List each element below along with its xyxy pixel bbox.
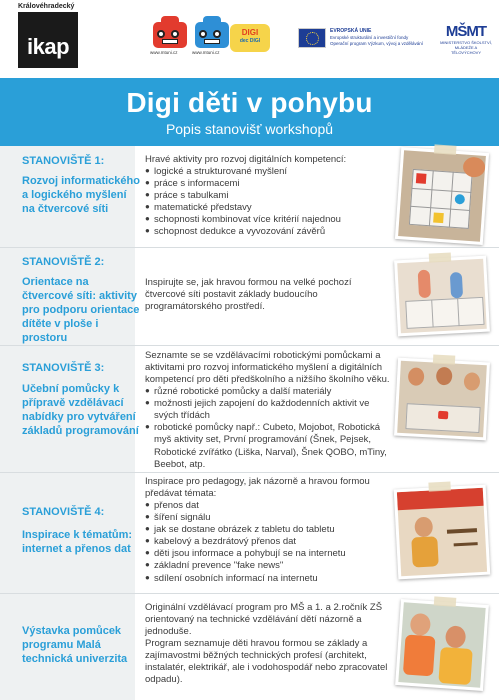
msmt-logo-mark: MŠMT	[445, 23, 487, 40]
digi-badge-logo	[230, 24, 270, 52]
list-item: ● matematické představy	[145, 202, 390, 214]
exhibition-section	[0, 594, 499, 700]
station-2-intro: Inspirujte se, jak hravou formou na velké pochozí čtvercové síti postavit základy budoucího programátorského prostředí.	[145, 277, 352, 313]
station-4-intro: Inspirace pro pedagogy, jak názorně a hravou formou předávat témata:	[145, 476, 370, 500]
page-subtitle: Popis stanovišť workshopů	[165, 121, 334, 137]
eu-line1: Evropské strukturální a investiční fondy	[330, 34, 409, 40]
station-1-name: Rozvoj informatického a logického myšlení na čtvercové síti	[22, 175, 140, 216]
station-1-label: STANOVIŠTĚ 1:	[22, 155, 105, 167]
mtu-robot-logo-red	[150, 22, 190, 56]
digi-badge-main: DIGI	[241, 28, 259, 37]
page-title: Digi děti v pohybu	[126, 87, 373, 118]
station-4-description	[145, 476, 390, 585]
station-1-list	[145, 166, 390, 238]
header	[0, 0, 499, 78]
list-item: ● práce s informacemi	[145, 178, 390, 190]
station-3-name: Učební pomůcky k přípravě vzdělávací nabídky pro vytváření základů programování	[22, 383, 139, 438]
ikap-logo: ikap	[18, 12, 78, 68]
ikap-region-label: Královéhradecký	[18, 3, 75, 10]
station-3-list	[145, 386, 390, 470]
station-1-description	[145, 154, 390, 238]
station-3	[0, 346, 499, 472]
partner2-url: www.mtuni.cz	[192, 50, 220, 55]
msmt-logo	[440, 24, 492, 55]
robot-red-icon	[153, 22, 187, 48]
list-item: ● základní prevence "fake news"	[145, 560, 390, 572]
station-4	[0, 473, 499, 593]
station-4-photo	[394, 485, 491, 580]
mtu-robot-logo-blue	[192, 22, 232, 56]
list-item: ● různé robotické pomůcky a další materiály	[145, 386, 390, 398]
list-item: ● robotické pomůcky např.: Cubeto, Mojobot, Robotická myš aktivity set, První programování (Šnek, Pejsek, Robotické zvířátko (Liška, Narval), Šnek QOBO, mTiny, Beebot, atp.	[145, 422, 390, 470]
station-3-label: STANOVIŠTĚ 3:	[22, 362, 105, 374]
list-item: ● možnosti jejich zapojení do každodenních aktivit ve svých třídách	[145, 398, 390, 422]
eu-flag-icon	[298, 28, 326, 48]
partner1-url: www.mtuni.cz	[150, 50, 178, 55]
eu-title: EVROPSKÁ UNIE	[330, 28, 372, 34]
list-item: ● sdílení osobních informací na internetu	[145, 573, 390, 585]
list-item: ● šíření signálu	[145, 512, 390, 524]
exhibition-intro-2: Program seznamuje děti hravou formou se základy a zajímavostmi běžných technických profesí (architekt, instalatér, elektrikář, ale i vodohospodář nebo zpracovatel odpadu).	[145, 638, 388, 686]
list-item: ● jak se dostane obrázek z tabletu do tabletu	[145, 524, 390, 536]
station-4-list	[145, 500, 390, 584]
list-item: ● logické a strukturované myšlení	[145, 166, 390, 178]
station-1	[0, 146, 499, 247]
station-2-name: Orientace na čtvercové síti: aktivity pro podporu orientace dítěte v ploše i prostoru	[22, 276, 140, 345]
eu-text	[330, 28, 430, 47]
station-2-description	[145, 277, 390, 313]
list-item: ● schopnost dedukce a vyvozování závěrů	[145, 226, 390, 238]
list-item: ● práce s tabulkami	[145, 190, 390, 202]
station-2	[0, 248, 499, 345]
eu-line2: Operační program Výzkum, vývoj a vzdělávání	[330, 40, 424, 46]
list-item: ● kabelový a bezdrátový přenos dat	[145, 536, 390, 548]
exhibition-name: Výstavka pomůcek programu Malá technická univerzita	[22, 625, 128, 666]
exhibition-description	[145, 602, 390, 686]
list-item: ● přenos dat	[145, 500, 390, 512]
station-2-label: STANOVIŠTĚ 2:	[22, 256, 105, 268]
station-3-description	[145, 350, 390, 471]
digi-badge-sub: dec DIGI	[239, 38, 261, 44]
station-1-intro: Hravé aktivity pro rozvoj digitálních kompetencí:	[145, 154, 347, 165]
station-4-label: STANOVIŠTĚ 4:	[22, 506, 105, 518]
station-2-photo	[394, 256, 490, 337]
list-item: ● děti jsou informace a pohybují se na internetu	[145, 548, 390, 560]
msmt-text: MINISTERSTVO ŠKOLSTVÍ, MLÁDEŽE A TĚLOVÝCHOVY	[440, 40, 492, 55]
station-4-name: Inspirace k tématům: internet a přenos dat	[22, 529, 133, 556]
station-1-photo	[395, 147, 489, 245]
station-3-photo	[394, 358, 490, 441]
exhibition-photo	[395, 599, 489, 691]
list-item: ● schopnosti kombinovat více kritérií najednou	[145, 214, 390, 226]
station-3-intro: Seznamte se se vzdělávacími robotickými pomůckami a aktivitami pro rozvoj informatického myšlení a digitálních kompetencí pro děti předškolního a nižšího školního věku.	[145, 350, 390, 386]
title-banner	[0, 78, 499, 146]
robot-blue-icon	[195, 22, 229, 48]
exhibition-intro: Originální vzdělávací program pro MŠ a 1. a 2.ročník ZŠ orientovaný na technické vzdělávání dětí názorně a jednoduše.	[145, 602, 383, 638]
